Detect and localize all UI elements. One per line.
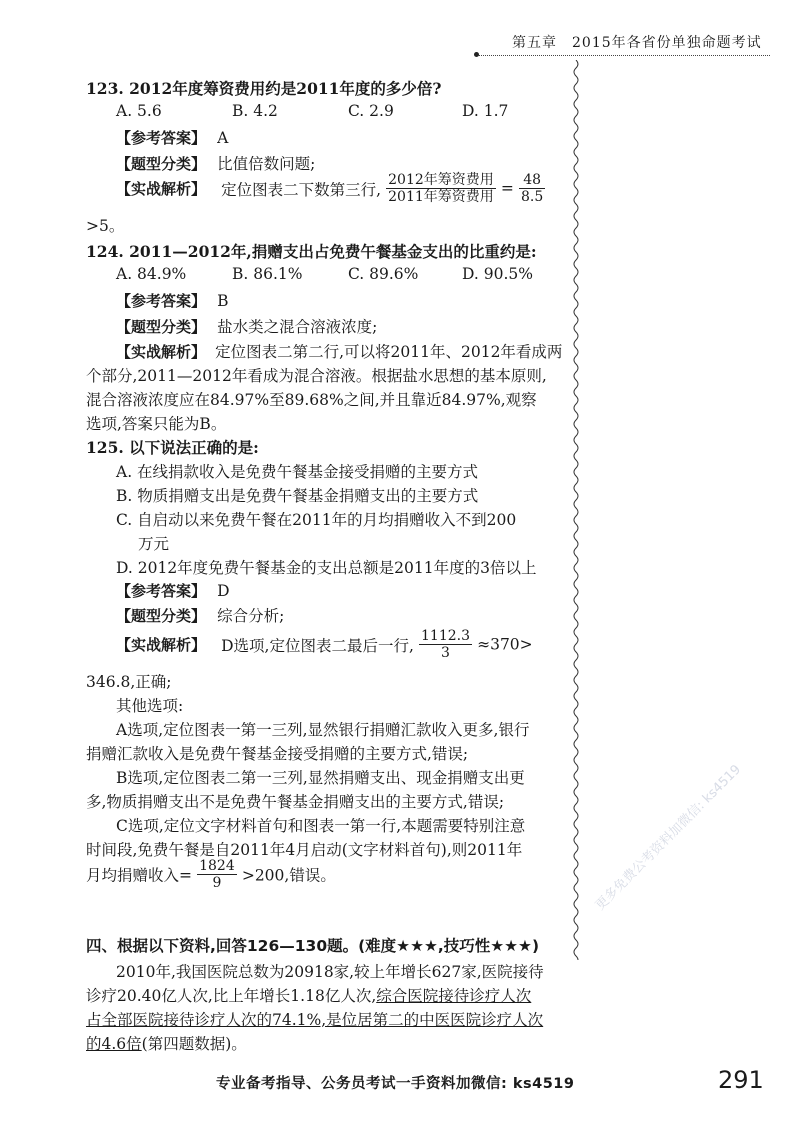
other-options-heading: 其他选项: [116, 697, 184, 715]
analysis-line: B选项,定位图表二第一三列,显然捐赠支出、现金捐赠支出更 [116, 769, 525, 787]
material-text: (第四题数据)。 [141, 1035, 247, 1053]
section-title: 四、根据以下资料,回答126—130题。(难度★★★,技巧性★★★) [86, 937, 540, 955]
option-d: D. 2012年度免费午餐基金的支出总额是2011年度的3倍以上 [116, 559, 537, 577]
fraction-denominator: 2011年筹资费用 [388, 189, 494, 205]
equals-sign: = [500, 179, 514, 198]
option-c-continuation: 万元 [138, 535, 170, 553]
answer-label: 【参考答案】 [116, 292, 207, 310]
material-underlined-line: 占全部医院接待诊疗人次的74.1%,是位居第二的中医医院诊疗人次 [86, 1011, 544, 1029]
question-stem: 124. 2011—2012年,捐赠支出占免费午餐基金支出的比重约是: [86, 242, 537, 261]
analysis-text-post: >200,错误。 [241, 866, 336, 885]
analysis-line: A选项,定位图表一第一三列,显然银行捐赠汇款收入更多,银行 [116, 721, 530, 739]
analysis-line: 个部分,2011—2012年看成为混合溶液。根据盐水思想的基本原则, [86, 367, 547, 385]
analysis-text: 月均捐赠收入= [86, 866, 192, 885]
type-value: 盐水类之混合溶液浓度; [217, 318, 378, 336]
option-a: A. 84.9% [116, 265, 187, 283]
option-b: B. 4.2 [232, 102, 278, 120]
type-label: 【题型分类】 [116, 318, 207, 336]
material-line: 2010年,我国医院总数为20918家,较上年增长627家,医院接待 [116, 963, 544, 981]
fraction-2 [519, 172, 545, 205]
answer-value: A [217, 129, 229, 147]
analysis-text: 定位图表二下数第三行, [221, 180, 382, 199]
option-c: C. 自启动以来免费午餐在2011年的月均捐赠收入不到200 [116, 511, 517, 529]
analysis-line: 捐赠汇款收入是免费午餐基金接受捐赠的主要方式,错误; [86, 745, 469, 763]
analysis-label: 【实战解析】 [116, 180, 207, 198]
fraction [386, 172, 496, 205]
analysis-label: 【实战解析】 [116, 343, 207, 361]
analysis-line: 346.8,正确; [86, 673, 172, 691]
chapter-header: 第五章 2015年各省份单独命题考试 [512, 35, 762, 51]
option-b: B. 86.1% [232, 265, 303, 283]
answer-value: B [217, 292, 229, 310]
material-underlined: 综合医院接待诊疗人次 [376, 987, 532, 1005]
analysis-line: 时间段,免费午餐是自2011年4月启动(文字材料首句),则2011年 [86, 841, 523, 859]
analysis-line: 混合溶液浓度应在84.97%至89.68%之间,并且靠近84.97%,观察 [86, 391, 537, 409]
answer-label: 【参考答案】 [116, 582, 207, 600]
type-label: 【题型分类】 [116, 155, 207, 173]
analysis-continuation: >5。 [86, 217, 125, 235]
option-c: C. 89.6% [348, 265, 419, 283]
option-b: B. 物质捐赠支出是免费午餐基金捐赠支出的主要方式 [116, 487, 479, 505]
question-stem: 123. 2012年度筹资费用约是2011年度的多少倍? [86, 79, 442, 98]
option-d: D. 90.5% [462, 265, 533, 283]
answer-label: 【参考答案】 [116, 129, 207, 147]
option-a: A. 在线捐款收入是免费午餐基金接受捐赠的主要方式 [116, 463, 479, 481]
analysis-line: 多,物质捐赠支出不是免费午餐基金捐赠支出的主要方式,错误; [86, 793, 505, 811]
fraction-numerator: 1824 [199, 858, 235, 874]
fraction-denominator: 3 [441, 645, 450, 661]
fraction [419, 628, 472, 661]
fraction-numerator: 1112.3 [421, 628, 470, 644]
fraction-denominator: 9 [212, 875, 222, 891]
material-text: 诊疗20.40亿人次,比上年增长1.18亿人次, [86, 987, 377, 1005]
analysis-label: 【实战解析】 [116, 636, 207, 654]
analysis-line: 选项,答案只能为B。 [86, 415, 227, 433]
type-value: 比值倍数问题; [217, 155, 316, 173]
watermark: 更多免费公考资料加微信: ks4519 [592, 762, 745, 914]
type-label: 【题型分类】 [116, 607, 207, 625]
analysis-line: C选项,定位文字材料首句和图表一第一行,本题需要特别注意 [116, 817, 526, 835]
analysis-line: 定位图表二第二行,可以将2011年、2012年看成两 [215, 343, 563, 361]
fraction [197, 858, 237, 891]
fraction-numerator: 2012年筹资费用 [388, 172, 494, 188]
fraction-denominator: 8.5 [520, 189, 544, 205]
analysis-text-post: ≈370> [477, 635, 533, 654]
question-stem: 125. 以下说法正确的是: [86, 438, 259, 457]
answer-value: D [217, 582, 230, 600]
fraction-numerator: 48 [519, 172, 545, 189]
footer-note: 专业备考指导、公务员考试一手资料加微信: ks4519 [216, 1076, 575, 1092]
page-number: 291 [718, 1066, 764, 1094]
type-value: 综合分析; [217, 607, 285, 625]
option-c: C. 2.9 [348, 102, 394, 120]
material-underlined: 的4.6倍 [86, 1035, 142, 1053]
option-a: A. 5.6 [116, 102, 162, 120]
margin-wavy-line [571, 60, 581, 960]
header-rule [478, 55, 770, 56]
analysis-text: D选项,定位图表二最后一行, [221, 636, 414, 655]
option-d: D. 1.7 [462, 102, 509, 120]
